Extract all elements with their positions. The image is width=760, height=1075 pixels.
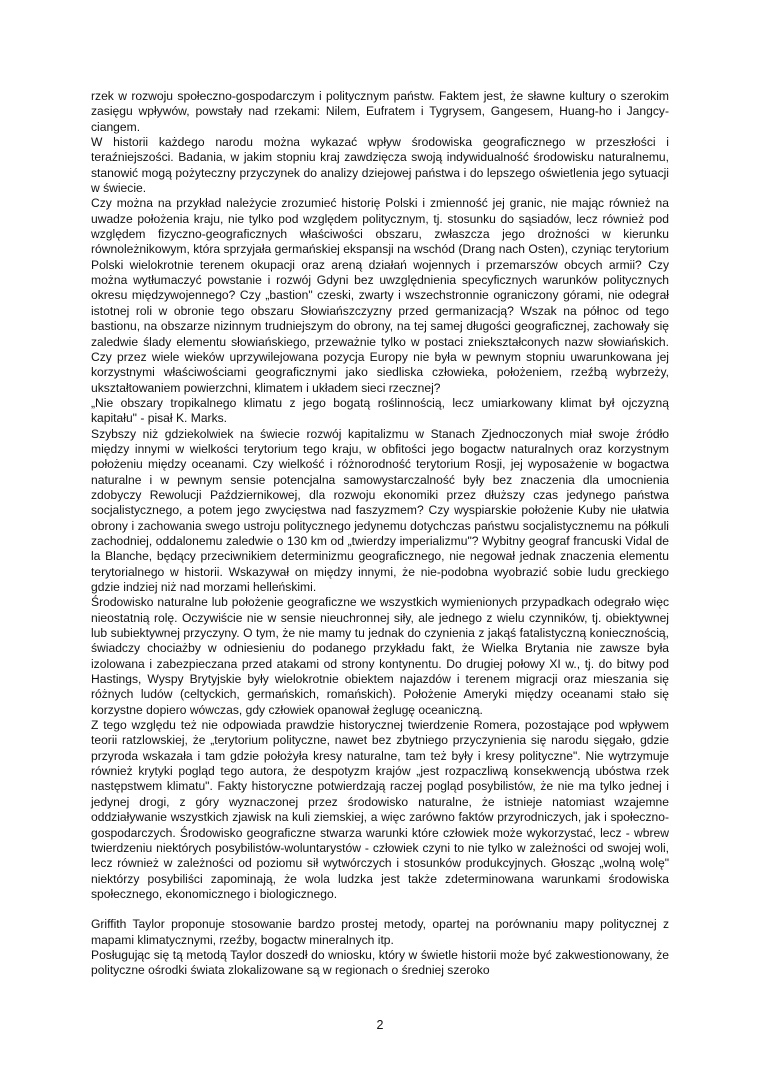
paragraph-1: rzek w rozwoju społeczno-gospodarczym i politycznym państw. Faktem jest, że sławne kultury o szerokim zasięgu wpływów, powstały nad rzekami: Nilem, Eufratem i Tygrysem, Gangesem, Huang-ho i Jangcy-ciangem. xyxy=(91,89,669,134)
paragraph-9: Posługując się tą metodą Taylor doszedł do wniosku, który w świetle historii może być zakwestionowany, że polityczne ośrodki świata zlokalizowane są w regionach o średniej szeroko xyxy=(91,947,669,978)
page-number: 2 xyxy=(376,1018,384,1032)
paragraph-gap xyxy=(91,902,669,917)
paragraph-4: „Nie obszary tropikalnego klimatu z jego bogatą roślinnością, lecz umiarkowany klimat był ojczyzną kapitału" - pisał K. Marks. xyxy=(91,395,669,426)
paragraph-3: Czy można na przykład należycie zrozumieć historię Polski i zmienność jej granic, nie mając również na uwadze położenia kraju, nie tylko pod względem politycznym, tj. stosunku do sąsiadów, lecz również pod względem fizyczno-geograficznych właściwości obszaru, zwłaszcza jego drożności w kierunku równoleżnikowym, która sprzyjała germańskiej ekspansji na wschód (Drang nach Osten), czyniąc terytorium Polski wielokrotnie terenem okupacji oraz areną działań wojennych i przemarszów obcych armii? Czy można wytłumaczyć powstanie i rozwój Gdyni bez uwzględnienia specyficznych warunków politycznych okresu międzywojennego? Czy „bastion" czeski, zwarty i wszechstronnie ograniczony górami, nie odegrał istotnej roli w obronie tego obszaru Słowiańszczyzny przed germanizacją? Wszak na północ od tego bastionu, na obszarze nizinnym trudniejszym do obrony, na tej samej długości geograficznej, zachowały się zaledwie ślady elementu słowiańskiego, przeważnie tylko w postaci zniekształconych nazw słowiańskich. Czy przez wiele wieków uprzywilejowana pozycja Europy nie była w pewnym stopniu uwarunkowana jej korzystnymi właściwościami geograficznymi jako siedliska człowieka, położeniem, rzeźbą wybrzeży, ukształtowaniem powierzchni, klimatem i układem sieci rzecznej? xyxy=(91,196,669,395)
body-text xyxy=(91,89,669,979)
paragraph-8: Griffith Taylor proponuje stosowanie bardzo prostej metody, opartej na porównaniu mapy politycznej z mapami klimatycznymi, rzeźby, bogactw mineralnych itp. xyxy=(91,917,669,947)
paragraph-7: Z tego względu też nie odpowiada prawdzie historycznej twierdzenie Romera, pozostające pod wpływem teorii ratzlowskiej, że „terytorium polityczne, nawet bez zbytniego przyczynienia się narodu sięgało, gdzie przyroda wskazała i tam gdzie położyła kresy naturalne, tam też były i kresy polityczne". Nie wytrzymuje również krytyki pogląd tego autora, że despotyzm krajów „jest rozpaczliwą konsekwencją ubóstwa rzek następstwem klimatu". Fakty historyczne potwierdzają raczej pogląd posybilistów, że nie ma tylko jednej i jedynej drogi, z góry wyznaczonej przez środowisko naturalne, że istnieje natomiast wzajemne oddziaływanie wszystkich zjawisk na kuli ziemskiej, a więc zarówno faktów przyrodniczych, jak i społeczno-gospodarczych. Środowisko geograficzne stwarza warunki które człowiek może wykorzystać, lecz - wbrew twierdzeniu niektórych posybilistów-woluntarystów - człowiek czyni to nie tylko w zależności od swojej woli, lecz również w zależności od poziomu sił wytwórczych i stosunków produkcyjnych. Głosząc „wolną wolę" niektórzy posybiliści zapominają, że wola ludzka jest także zdeterminowana warunkami środowiska społecznego, ekonomicznego i biologicznego. xyxy=(91,718,669,901)
paragraph-5: Szybszy niż gdziekolwiek na świecie rozwój kapitalizmu w Stanach Zjednoczonych miał swoje źródło między innymi w wielkości terytorium tego kraju, w obfitości jego bogactw naturalnych oraz korzystnym położeniu między oceanami. Czy wielkość i różnorodność terytorium Rosji, jej wyposażenie w bogactwa naturalne i w pewnym sensie potencjalna samowystarczalność były bez znaczenia dla umocnienia zdobyczy Rewolucji Październikowej, dla rozwoju ekonomiki przez dłuższy czas jedynego państwa socjalistycznego, a potem jego zwycięstwa nad faszyzmem? Czy wyspiarskie położenie Kuby nie ułatwia obrony i zachowania swego ustroju politycznego jedynemu dotychczas państwu socjalistycznemu na półkuli zachodniej, oddalonemu zaledwie o 130 km od „twierdzy imperializmu"? Wybitny geograf francuski Vidal de la Blanche, będący przeciwnikiem determinizmu geograficznego, nie negował jednak znaczenia elementu terytorialnego w historii. Wskazywał on między innymi, że nie-podobna wyobrazić sobie ludu greckiego gdzie indziej niż nad morzami helleńskimi. xyxy=(91,426,669,594)
paragraph-2: W historii każdego narodu można wykazać wpływ środowiska geograficznego w przeszłości i teraźniejszości. Badania, w jakim stopniu kraj zawdzięcza swoją indywidualność środowisku naturalnemu, stanowić mogą pożyteczny przyczynek do analizy dziejowej państwa i do lepszego oświetlenia jego sytuacji w świecie. xyxy=(91,135,669,196)
paragraph-6: Środowisko naturalne lub położenie geograficzne we wszystkich wymienionych przypadkach odegrało więc nieostatnią rolę. Oczywiście nie w sensie nieuchronnej siły, ale jednego z wielu czynników, tj. obiektywnej lub subiektywnej przyczyny. O tym, że nie mamy tu jednak do czynienia z jakąś fatalistyczną koniecznością, świadczy chociażby w odniesieniu do podanego przykładu fakt, że Wielka Brytania nie zawsze była izolowana i zabezpieczana przed atakami od strony kontynentu. Do drugiej połowy XI w., tj. do bitwy pod Hastings, Wyspy Brytyjskie były wielokrotnie obiektem najazdów i terenem migracji oraz mieszania się różnych ludów (celtyckich, germańskich, romańskich). Położenie Ameryki między oceanami stało się korzystne dopiero wówczas, gdy człowiek opanował żeglugę oceaniczną. xyxy=(91,595,669,717)
